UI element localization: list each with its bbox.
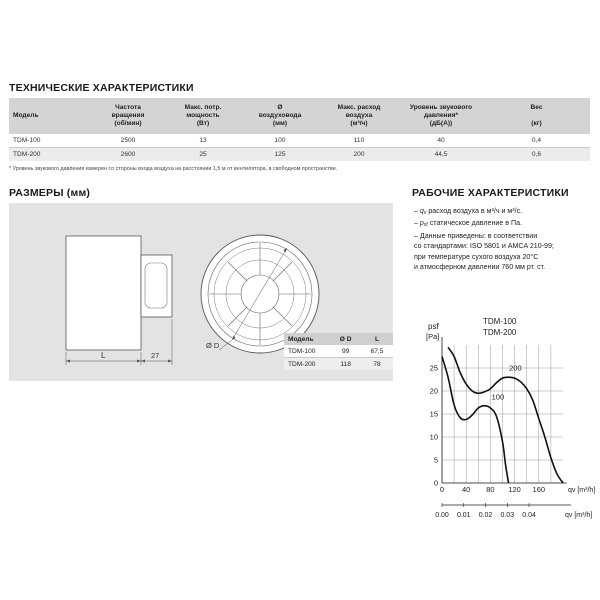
- cell-power: 13: [165, 134, 241, 148]
- dims-header-model: Модель: [284, 333, 330, 345]
- y-tick-label: 15: [429, 409, 438, 419]
- x-tick-label-secondary: 0.03: [500, 512, 515, 519]
- performance-title: РАБОЧИЕ ХАРАКТЕРИСТИКИ: [412, 187, 569, 199]
- curve-label: 100: [491, 392, 505, 402]
- y-axis-label: psf: [428, 322, 439, 331]
- x-tick-label-secondary: 0.01: [456, 512, 471, 519]
- cell-model: TDM-200: [284, 358, 330, 371]
- x-tick-label: 120: [508, 485, 521, 494]
- x-tick-label-secondary: 0.02: [478, 512, 493, 519]
- cell-l: 67,5: [361, 345, 393, 358]
- header-speed: Частота вращения (об/мин): [91, 98, 165, 134]
- dimensions-panel: [9, 203, 393, 381]
- cell-model: TDM-100: [9, 134, 91, 148]
- specs-footnote: * Уровень звукового давления измерен со стороны входа воздуха на расстоянии 1,5 м от вентилятора, в свободном пространстве.: [9, 166, 338, 172]
- performance-notes: [414, 206, 598, 272]
- header-airflow: Макс. расход воздуха (м³/ч): [319, 98, 399, 134]
- table-row: [9, 134, 590, 148]
- note-data-1: – Данные приведены: в соответствии: [414, 231, 538, 240]
- cell-duct: 125: [241, 148, 319, 162]
- cell-model: TDM-200: [9, 148, 91, 162]
- note-data-3: при температуре сухого воздуха 20°C: [414, 252, 539, 261]
- cell-weight: 0,4: [483, 134, 590, 148]
- cell-d: 99: [330, 345, 361, 358]
- y-axis-unit: [Pa]: [426, 332, 440, 341]
- performance-chart: [400, 290, 600, 530]
- x-tick-label: 160: [532, 485, 546, 494]
- cell-airflow: 110: [319, 134, 399, 148]
- cell-power: 25: [165, 148, 241, 162]
- header-noise: Уровень звукового давления* (дБ(А)): [399, 98, 483, 134]
- x-tick-label: 40: [462, 485, 471, 494]
- note-data-2: со стандартами: ISO 5801 и AMCA 210-99;: [414, 242, 554, 251]
- series-line-100: [442, 357, 509, 484]
- fan-body-side: [66, 236, 141, 350]
- specs-header-row: [9, 98, 590, 134]
- cell-noise: 40: [399, 134, 483, 148]
- cell-weight: 0,6: [483, 148, 590, 162]
- y-tick-label: 20: [429, 386, 438, 396]
- dimension-L-label: L: [101, 351, 106, 360]
- cell-speed: 2600: [91, 148, 165, 162]
- note-psf: – $p_{sf}$ статическое давление в Па.: [414, 219, 523, 229]
- cell-d: 118: [330, 358, 361, 371]
- cell-noise: 44,5: [399, 148, 483, 162]
- x-axis-label-secondary: qv [m³/h]: [565, 512, 593, 519]
- fan-connector: [145, 263, 167, 308]
- specs-title: ТЕХНИЧЕСКИЕ ХАРАКТЕРИСТИКИ: [9, 82, 194, 94]
- legend-item: TDM-100: [483, 317, 517, 326]
- curve-label: 200: [509, 363, 522, 373]
- cell-l: 78: [361, 358, 393, 371]
- table-row: [284, 345, 393, 358]
- cell-speed: 2500: [91, 134, 165, 148]
- header-power: Макс. потр. мощность (Вт): [165, 98, 241, 134]
- x-tick-label: 80: [486, 485, 495, 494]
- y-tick-label: 0: [433, 478, 438, 488]
- y-tick-label: 5: [433, 455, 438, 465]
- x-tick-label-secondary: 0.04: [522, 512, 536, 519]
- header-duct: Ø воздуховода (мм): [241, 98, 319, 134]
- dims-header-row: [284, 333, 393, 345]
- x-tick-label-secondary: 0.00: [435, 512, 449, 519]
- dimension-27-label: 27: [151, 351, 160, 360]
- note-data-4: и атмосферном давлении 760 мм рт. ст.: [414, 263, 546, 272]
- table-row: [284, 358, 393, 371]
- dims-header-d: Ø D: [330, 333, 361, 345]
- dimensions-title: РАЗМЕРЫ (мм): [9, 187, 91, 199]
- legend-item: TDM-200: [483, 328, 517, 337]
- specs-table: [9, 98, 590, 161]
- cell-duct: 100: [241, 134, 319, 148]
- dimension-D-label: Ø D: [206, 341, 220, 350]
- cell-model: TDM-100: [284, 345, 330, 358]
- table-row: [9, 148, 590, 162]
- x-tick-label: 0: [439, 485, 445, 494]
- cell-airflow: 200: [319, 148, 399, 162]
- header-model: Модель: [9, 98, 91, 134]
- y-tick-label: 10: [429, 432, 438, 442]
- note-qv: – $q_v$ расход воздуха в м³/ч и м³/с.: [414, 207, 523, 216]
- x-axis-label: qv [m³/h]: [568, 487, 596, 494]
- dims-header-l: L: [361, 333, 393, 345]
- dimensions-table: [284, 333, 393, 370]
- header-weight: Вес (кг): [483, 98, 590, 134]
- y-tick-label: 25: [429, 363, 438, 373]
